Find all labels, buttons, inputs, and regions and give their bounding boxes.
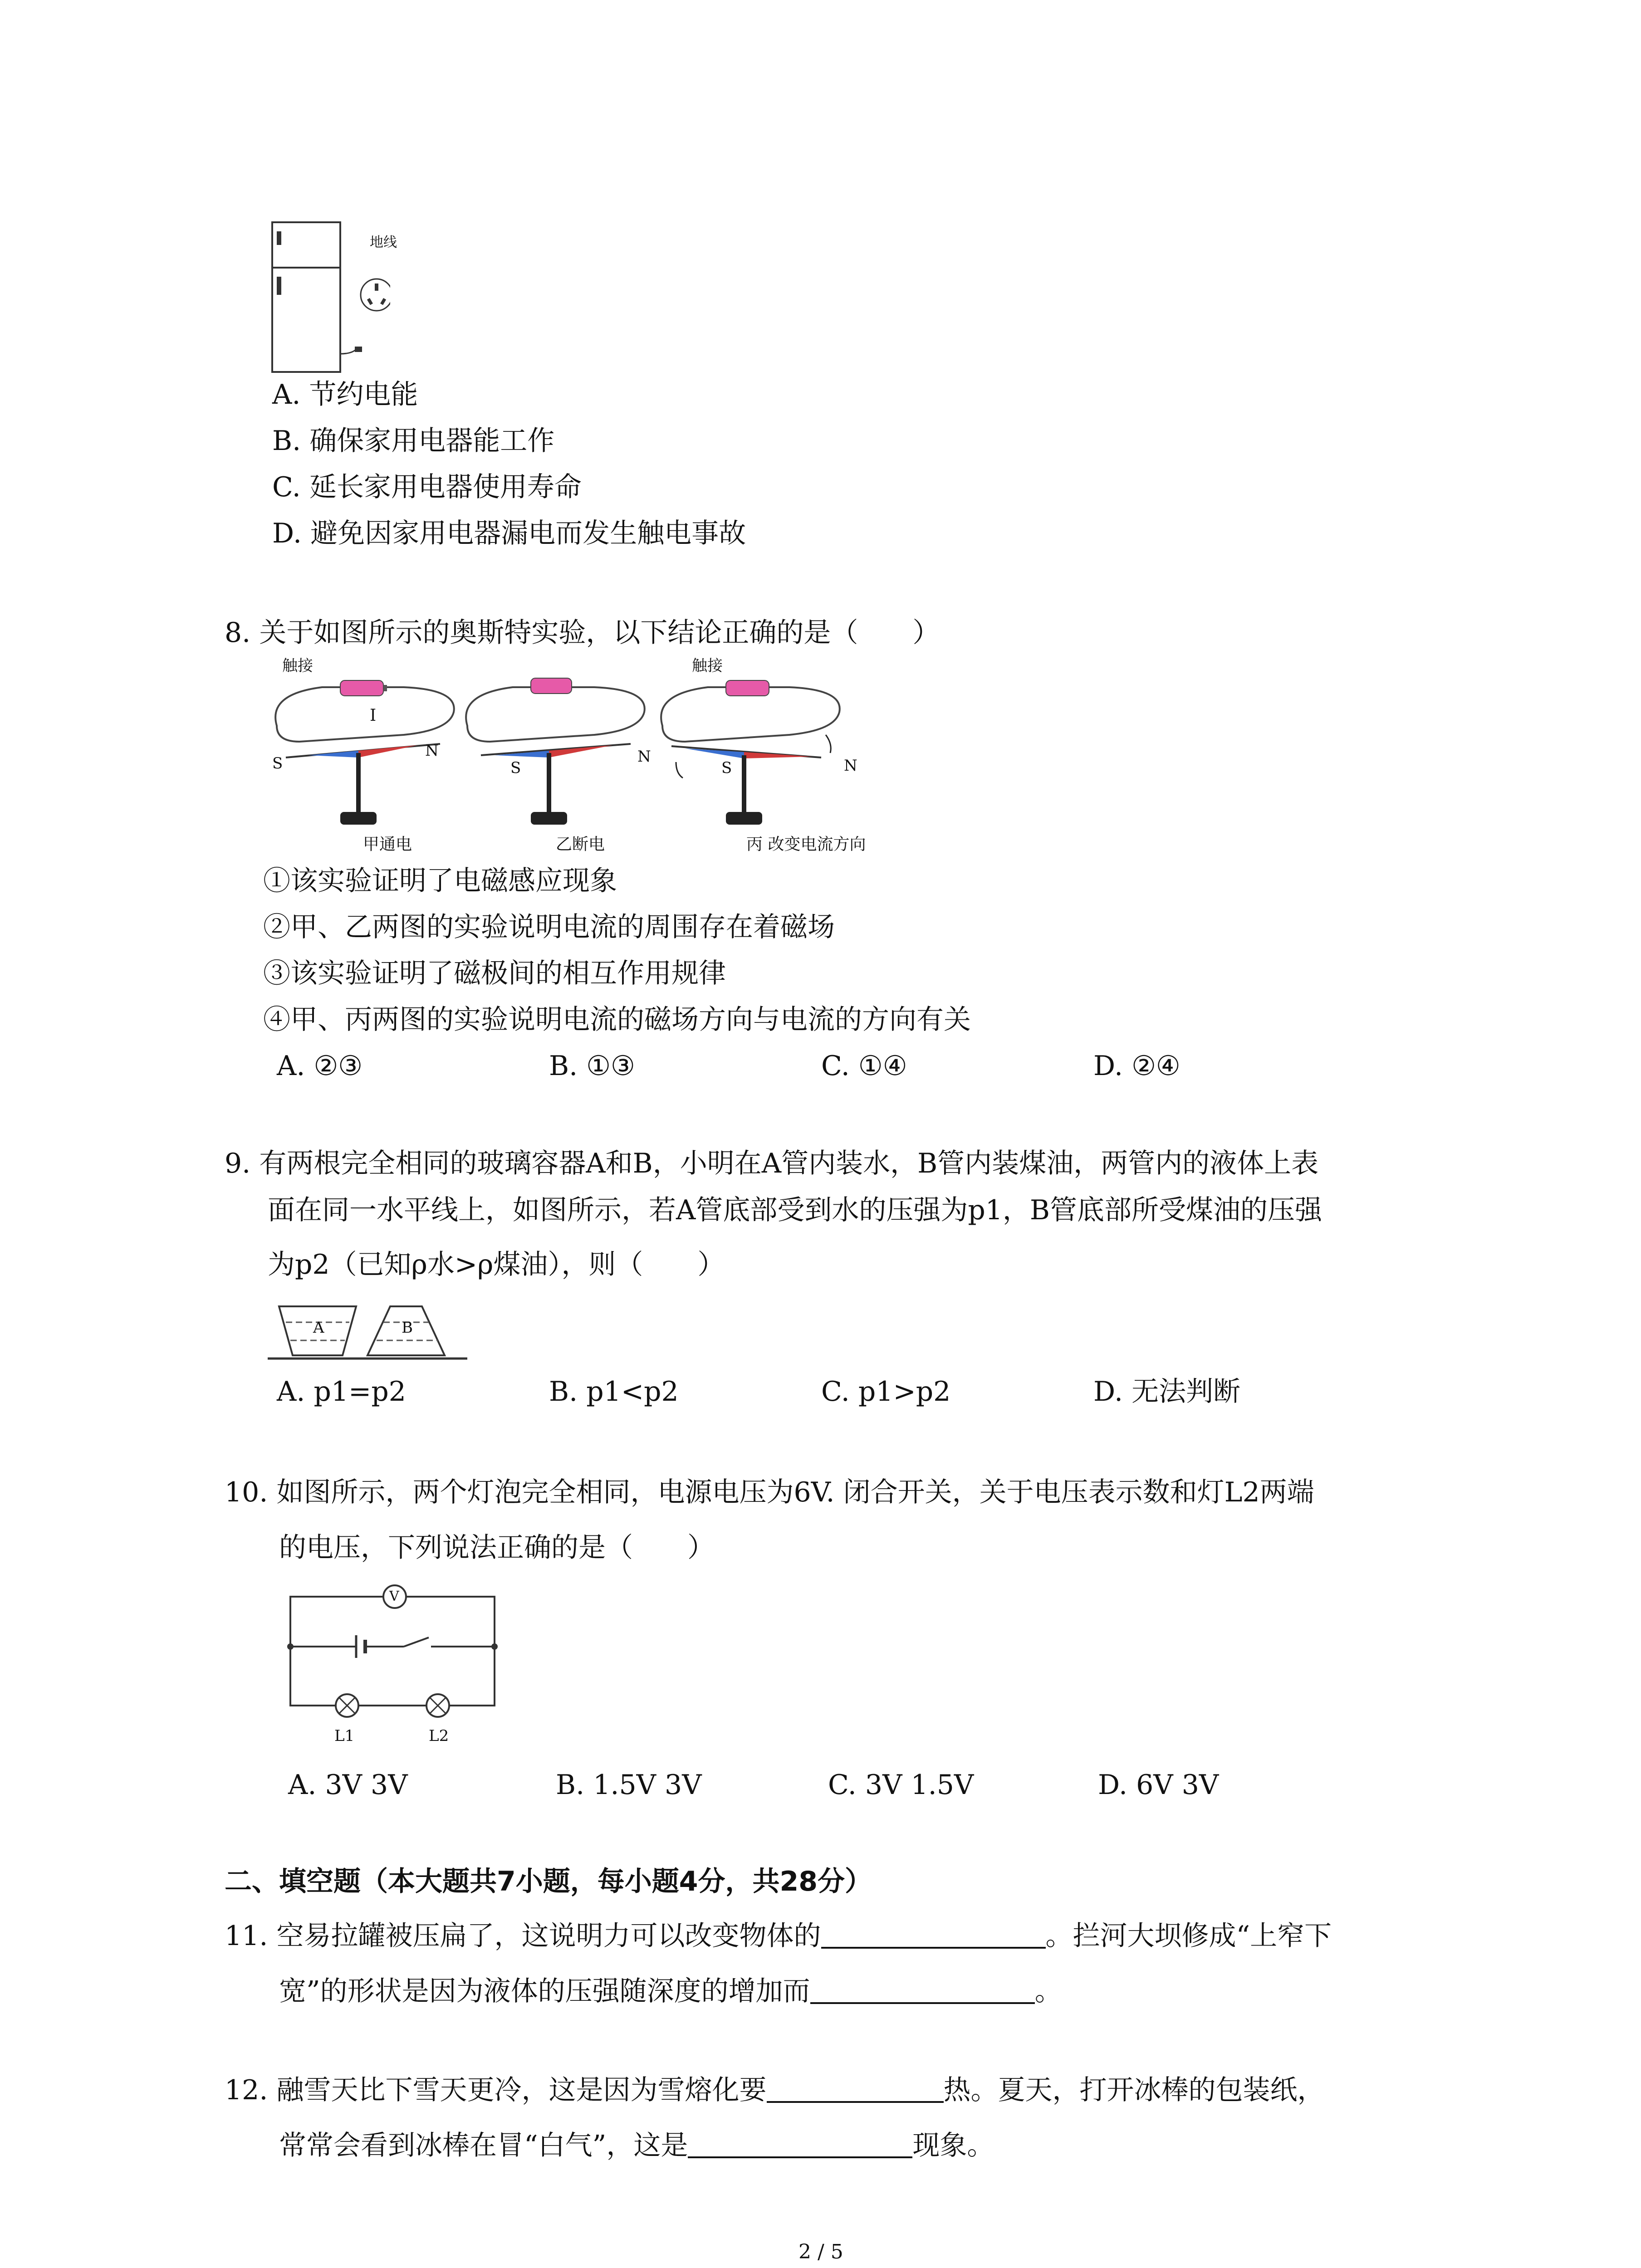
- q9-option-b: B. p1<p2: [549, 1376, 679, 1408]
- bulb-l2-icon: [426, 1694, 449, 1717]
- q12-line-1-part-1: 12. 融雪天比下雪天更冷，这是因为雪熔化要: [225, 2074, 767, 2106]
- q12-line-2: [279, 2127, 994, 2164]
- q8-option-d: D. ②④: [1093, 1050, 1181, 1082]
- q12-line-2-part-2: 现象。: [912, 2130, 994, 2161]
- page-number: 2 / 5: [798, 2240, 843, 2263]
- q9-line-2: 面在同一水平线上，如图所示，若A管底部受到水的压强为p1，B管底部所受煤油的压强: [268, 1194, 1323, 1226]
- bulb-l1-icon: [336, 1694, 358, 1717]
- q11-line-2-part-2: 。: [1034, 1975, 1062, 2007]
- q8-figure: [268, 662, 885, 853]
- q9-line-1: 9. 有两根完全相同的玻璃容器A和B，小明在A管内装水，B管内装煤油，两管内的液体上表: [225, 1148, 1319, 1179]
- q10-line-2: 的电压，下列说法正确的是（ ）: [279, 1532, 715, 1564]
- q11-line-2: [279, 1973, 1062, 2009]
- q12-blank-2[interactable]: [688, 2129, 912, 2158]
- q9-option-c: C. p1>p2: [821, 1376, 951, 1408]
- q12-line-1: [225, 2072, 1325, 2108]
- q7-option-b: B. 确保家用电器能工作: [272, 425, 555, 457]
- q8-touch-label-3: 触接: [692, 657, 723, 675]
- q7-option-a: A. 节约电能: [272, 379, 418, 411]
- q8-n-label-2: N: [637, 748, 651, 766]
- q11-line-1-part-2: 。拦河大坝修成“上窄下: [1045, 1920, 1332, 1952]
- q8-statement-2: ②甲、乙两图的实验说明电流的周围存在着磁场: [263, 911, 835, 943]
- q11-line-2-part-1: 宽”的形状是因为液体的压强随深度的增加而: [279, 1975, 810, 2007]
- q8-statement-1: ①该实验证明了电磁感应现象: [263, 865, 617, 897]
- q8-s-label-3: S: [721, 759, 732, 777]
- q8-option-c: C. ①④: [821, 1050, 907, 1082]
- q11-blank-2[interactable]: [810, 1975, 1035, 2004]
- q9-label-b: B: [402, 1319, 413, 1337]
- q10-option-d: D. 6V 3V: [1098, 1769, 1219, 1801]
- q8-caption-1: 甲通电: [363, 835, 412, 854]
- q10-l1-label: L1: [334, 1727, 355, 1745]
- q8-n-label-3: N: [844, 757, 857, 775]
- q11-blank-1[interactable]: [821, 1920, 1046, 1949]
- q9-option-d: D. 无法判断: [1093, 1376, 1241, 1408]
- q8-option-a: A. ②③: [277, 1050, 363, 1082]
- q8-current-label: I: [370, 706, 377, 725]
- q8-statement-4: ④甲、丙两图的实验说明电流的磁场方向与电流的方向有关: [263, 1004, 971, 1036]
- q8-caption-2: 乙断电: [556, 835, 605, 854]
- q9-label-a: A: [313, 1319, 324, 1337]
- q8-option-b: B. ①③: [549, 1050, 635, 1082]
- q8-s-label-2: S: [510, 759, 521, 777]
- q8-s-label-1: S: [272, 754, 283, 772]
- q11-line-1: [225, 1918, 1332, 1954]
- q10-option-c: C. 3V 1.5V: [828, 1769, 974, 1801]
- q7-option-d: D. 避免因家用电器漏电而发生触电事故: [272, 518, 746, 549]
- q10-voltmeter-label: V: [389, 1589, 399, 1604]
- q8-touch-label-1: 触接: [282, 657, 313, 675]
- q8-n-label-1: N: [425, 742, 439, 760]
- q9-option-a: A. p1=p2: [277, 1376, 406, 1408]
- q10-option-a: A. 3V 3V: [288, 1769, 408, 1801]
- q7-ground-label: 地线: [370, 235, 397, 250]
- q10-l2-label: L2: [429, 1727, 449, 1745]
- q12-line-1-part-2: 热。夏天，打开冰棒的包装纸，: [943, 2074, 1325, 2106]
- q12-blank-1[interactable]: [767, 2074, 944, 2103]
- section-2-title: 二、填空题（本大题共7小题，每小题4分，共28分）: [225, 1866, 872, 1897]
- q7-option-c: C. 延长家用电器使用寿命: [272, 471, 582, 503]
- q12-line-2-part-1: 常常会看到冰棒在冒“白气”，这是: [279, 2130, 688, 2161]
- q8-caption-3: 丙 改变电流方向: [746, 835, 866, 854]
- q8-stem: 8. 关于如图所示的奥斯特实验，以下结论正确的是（ ）: [225, 617, 940, 649]
- q10-option-b: B. 1.5V 3V: [556, 1769, 702, 1801]
- q11-line-1-part-1: 11. 空易拉罐被压扁了，这说明力可以改变物体的: [225, 1920, 821, 1952]
- q10-line-1: 10. 如图所示，两个灯泡完全相同，电源电压为6V. 闭合开关，关于电压表示数和灯L2两端: [225, 1476, 1314, 1508]
- q9-figure: [268, 1297, 467, 1365]
- q8-statement-3: ③该实验证明了磁极间的相互作用规律: [263, 958, 726, 989]
- q9-line-3: 为p2（已知ρ水>ρ煤油），则（ ）: [268, 1249, 725, 1281]
